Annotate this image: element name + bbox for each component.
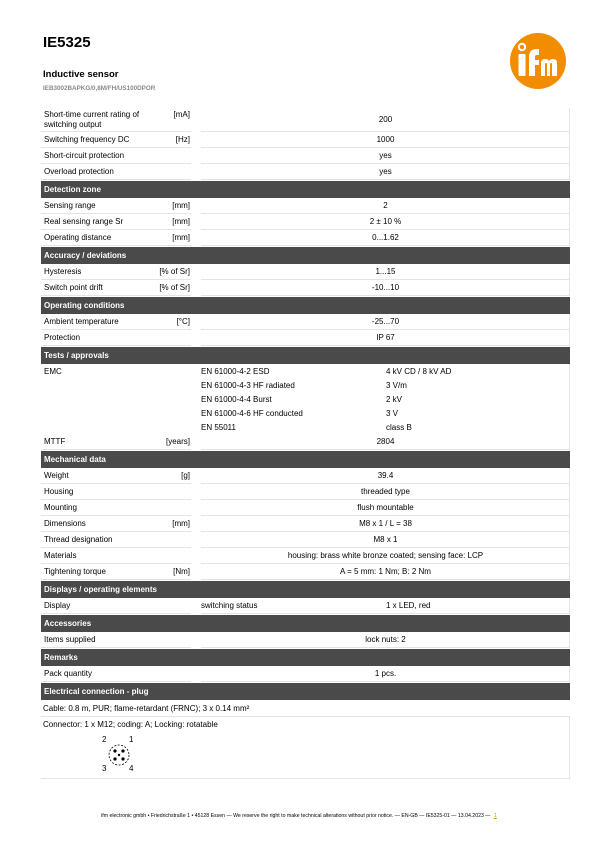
spec-label: Switch point drift	[44, 283, 103, 292]
spec-row	[41, 564, 570, 580]
product-title: IE5325	[43, 34, 91, 51]
spec-value: housing: brass white bronze coated; sensing face: LCP	[287, 551, 484, 560]
spec-label: Short-circuit protection	[44, 151, 125, 160]
page-number: 1	[493, 813, 497, 819]
spec-unit: [% of Sr]	[159, 283, 190, 292]
spec-unit: [Hz]	[175, 135, 190, 144]
spec-label: Switching frequency DC	[44, 135, 130, 144]
section-heading-tests: Tests / approvals	[41, 347, 570, 364]
spec-label: Protection	[44, 333, 81, 342]
spec-value: -10...10	[371, 283, 400, 292]
spec-value: 39.4	[377, 471, 394, 480]
spec-value: yes	[379, 151, 392, 160]
spec-row	[41, 280, 570, 296]
spec-label: Display	[44, 601, 71, 610]
spec-row	[41, 198, 570, 214]
section-heading-accuracy: Accuracy / deviations	[41, 247, 570, 264]
spec-row	[41, 148, 570, 164]
spec-row	[41, 108, 570, 132]
spec-label: Pack quantity	[44, 669, 93, 678]
connector-pinout-icon	[99, 733, 139, 777]
spec-value: M8 x 1	[373, 535, 398, 544]
spec-value: 1 x LED, red	[386, 601, 431, 610]
emc-value: 3 V/m	[386, 381, 407, 390]
section-heading-remarks: Remarks	[41, 649, 570, 666]
spec-label: Weight	[44, 471, 69, 480]
spec-label: Hysteresis	[44, 267, 82, 276]
spec-row	[41, 314, 570, 330]
cable-text: Cable: 0.8 m, PUR; flame-retardant (FRNC); 3 x 0.14 mm²	[43, 704, 250, 713]
spec-row	[41, 164, 570, 180]
spec-unit: [mm]	[172, 217, 190, 226]
product-subtitle: Inductive sensor	[43, 69, 119, 80]
pin-label: 2	[102, 735, 107, 744]
article-code: IEB3002BAPKG/0,8M/FH/US100DPOR	[43, 85, 156, 92]
section-heading-mechanical: Mechanical data	[41, 451, 570, 468]
spec-row	[41, 484, 570, 500]
spec-row	[41, 598, 570, 614]
spec-row	[41, 632, 570, 648]
section-heading-electrical: Electrical connection - plug	[41, 683, 570, 700]
spec-label: Ambient temperature	[44, 317, 119, 326]
page-footer	[0, 813, 598, 819]
spec-value: 200	[378, 115, 393, 124]
emc-standard: EN 61000-4-4 Burst	[201, 395, 272, 404]
pin-label: 4	[129, 764, 134, 773]
spec-value: -25...70	[371, 317, 400, 326]
spec-label: Sensing range	[44, 201, 96, 210]
spec-label: Real sensing range Sr	[44, 217, 124, 226]
spec-unit: [g]	[181, 471, 190, 480]
spec-value: 1 pcs.	[374, 669, 397, 678]
spec-row	[41, 264, 570, 280]
spec-row	[41, 330, 570, 346]
spec-row	[41, 132, 570, 148]
spec-label: Materials	[44, 551, 77, 560]
spec-unit: [mA]	[173, 110, 190, 119]
spec-value: M8 x 1 / L = 38	[359, 519, 412, 528]
spec-label: Overload protection	[44, 167, 114, 176]
spec-row	[41, 666, 570, 682]
ifm-logo	[510, 33, 566, 89]
spec-unit: [°C]	[176, 317, 190, 326]
spec-value: flush mountable	[357, 503, 414, 512]
spec-row	[41, 468, 570, 484]
connector-block	[41, 717, 570, 779]
connector-text: Connector: 1 x M12; coding: A; Locking: rotatable	[43, 720, 218, 729]
pin-label: 3	[102, 764, 107, 773]
spec-label: Housing	[44, 487, 74, 496]
spec-value: 1...15	[375, 267, 396, 276]
section-heading-operating: Operating conditions	[41, 297, 570, 314]
spec-unit: [% of Sr]	[159, 267, 190, 276]
emc-value: 2 kV	[386, 395, 403, 404]
spec-value: IP 67	[376, 333, 395, 342]
spec-value: 1000	[376, 135, 395, 144]
spec-label: Operating distance	[44, 233, 112, 242]
spec-value: A = 5 mm: 1 Nm; B: 2 Nm	[340, 567, 431, 576]
emc-value: 4 kV CD / 8 kV AD	[386, 367, 452, 376]
spec-value: 2804	[376, 437, 395, 446]
spec-unit: [Nm]	[173, 567, 190, 576]
emc-standard: EN 55011	[201, 423, 236, 432]
emc-value: class B	[386, 423, 412, 432]
emc-value: 3 V	[386, 409, 399, 418]
spec-value: lock nuts: 2	[365, 635, 406, 644]
spec-value: switching status	[201, 601, 258, 610]
spec-row	[41, 548, 570, 564]
spec-row	[41, 230, 570, 246]
spec-row	[41, 214, 570, 230]
spec-label: Short-time current rating of switching output	[44, 110, 140, 129]
spec-row	[41, 500, 570, 516]
emc-block	[41, 364, 570, 434]
emc-standard: EN 61000-4-2 ESD	[201, 367, 270, 376]
spec-value: 0...1.62	[372, 233, 399, 242]
section-heading-detection: Detection zone	[41, 181, 570, 198]
spec-label: Mounting	[44, 503, 77, 512]
spec-value: 2	[383, 201, 388, 210]
spec-table	[41, 108, 570, 779]
emc-standard: EN 61000-4-6 HF conducted	[201, 409, 303, 418]
spec-label: Items supplied	[44, 635, 96, 644]
pin-label: 1	[129, 735, 134, 744]
spec-unit: [years]	[165, 437, 190, 446]
spec-row	[41, 434, 570, 450]
spec-unit: [mm]	[172, 233, 190, 242]
spec-value: 2 ± 10 %	[369, 217, 402, 226]
spec-value: threaded type	[361, 487, 410, 496]
spec-unit: [mm]	[172, 201, 190, 210]
spec-label: Dimensions	[44, 519, 86, 528]
spec-label: Thread designation	[44, 535, 113, 544]
spec-label: Tightening torque	[44, 567, 106, 576]
emc-standard: EN 61000-4-3 HF radiated	[201, 381, 295, 390]
spec-value: yes	[379, 167, 392, 176]
spec-row	[41, 516, 570, 532]
spec-unit: [mm]	[172, 519, 190, 528]
emc-label: EMC	[44, 367, 62, 376]
cable-line	[41, 700, 570, 717]
footer-text: ifm electronic gmbh • Friedrichstraße 1 • 45128 Essen — We reserve the right to make technical alterations without prior notice. — EN-GB — IE5325-01 — 13.04.2023 —	[101, 813, 491, 819]
spec-label: MTTF	[44, 437, 66, 446]
spec-row	[41, 532, 570, 548]
section-heading-accessories: Accessories	[41, 615, 570, 632]
section-heading-displays: Displays / operating elements	[41, 581, 570, 598]
